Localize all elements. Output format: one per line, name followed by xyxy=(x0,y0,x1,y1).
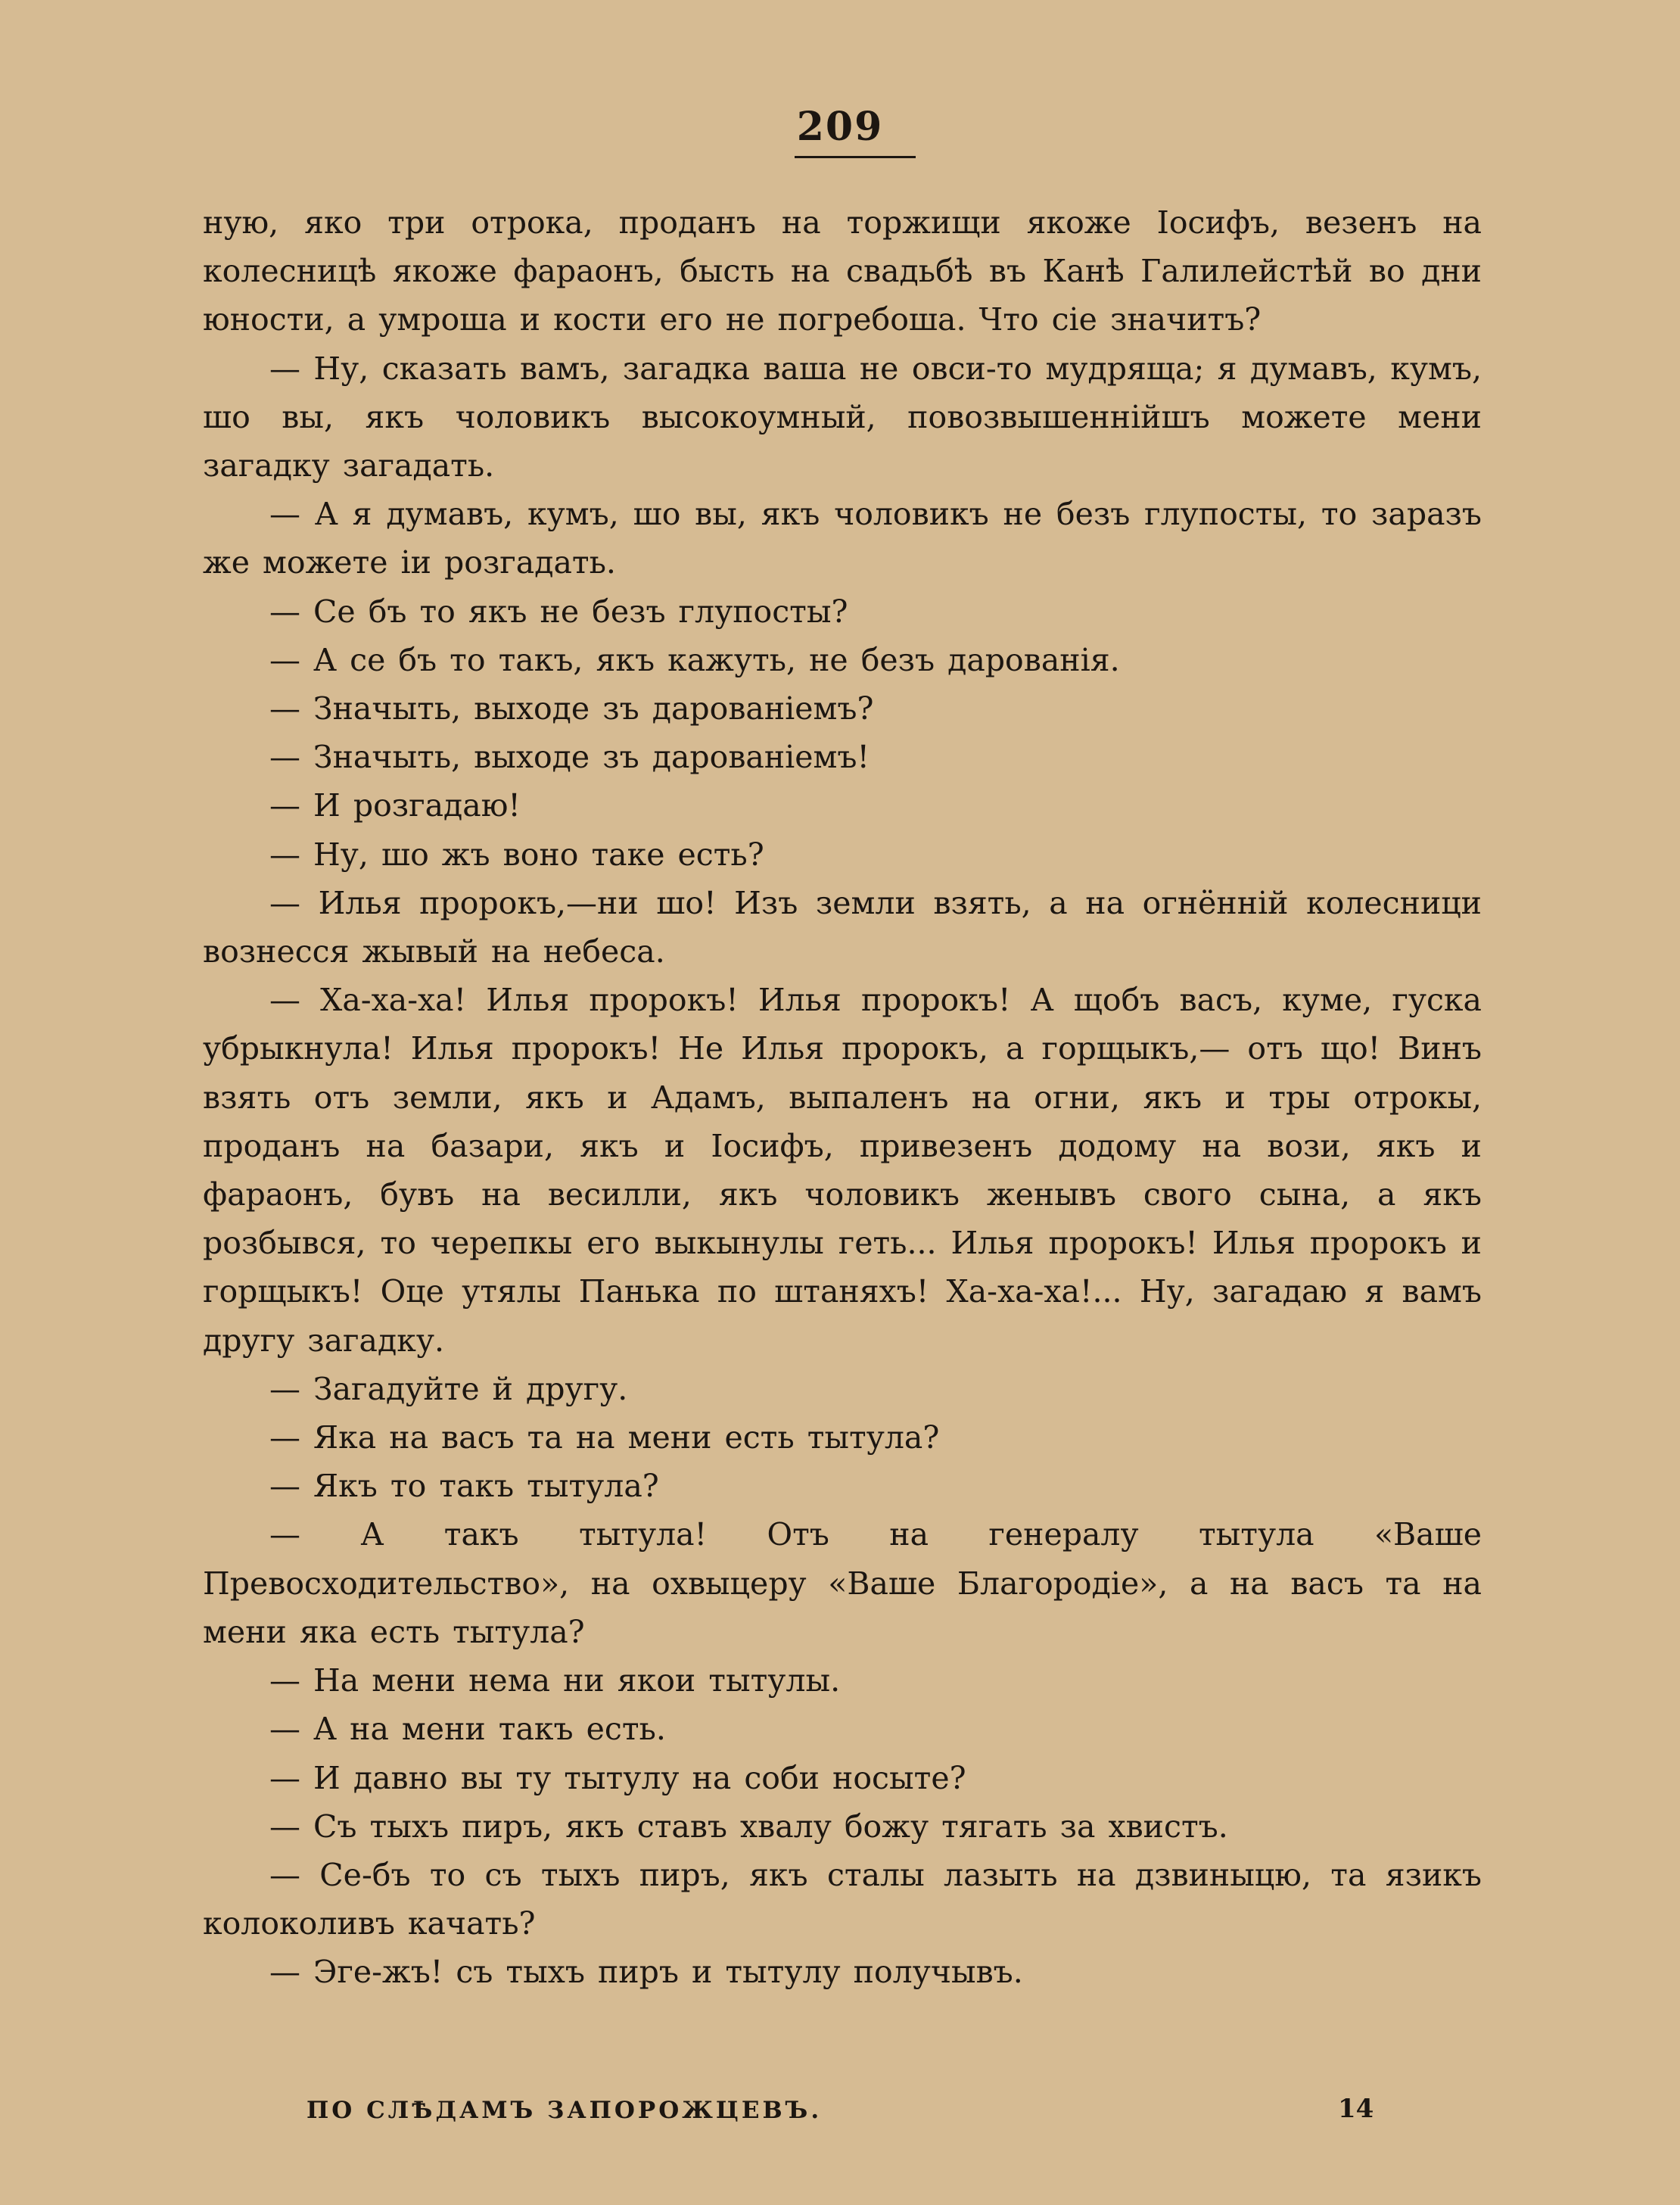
paragraph: ную, яко три отрока, проданъ на торжищи якоже Іосифъ, везенъ на колесницѣ якоже фараонъ, бысть на свадьбѣ въ Канѣ Галилейстѣй во дни юности, а умроша и кости его не погребоша. Что сіе значитъ? xyxy=(203,204,1482,338)
paragraph: — Значыть, выходе зъ дарованіемъ! xyxy=(269,739,870,776)
paragraph: — Загадуйте й другу. xyxy=(269,1370,628,1407)
paragraph: — Ха-ха-ха! Илья пророкъ! Илья пророкъ! А щобъ васъ, куме, гуска убрыкнула! Илья пророкъ! Не Илья пророкъ, а горщыкъ,— отъ що! Винъ взять отъ земли, якъ и Адамъ, выпаленъ на огни, якъ и тры отрокы, проданъ на базари, якъ и Іосифъ, привезенъ додому на вози, якъ и фараонъ, бувъ на весилли, якъ чоловикъ женывъ свого сына, а якъ розбывся, то черепкы его выкынулы геть... Илья пророкъ! Илья пророкъ и горщыкъ! Оце утялы Панька по штаняхъ! Ха-ха-ха!... Ну, загадаю я вамъ другу загадку. xyxy=(203,982,1482,1359)
paragraph: — Се-бъ то съ тыхъ пиръ, якъ сталы лазыть на дзвиныцю, та язикъ колоколивъ качать? xyxy=(203,1856,1482,1942)
paragraph: — Ну, сказать вамъ, загадка ваша не овси-то мудряща; я думавъ, кумъ, шо вы, якъ чоловикъ высокоумный, повозвышеннійшъ можете мени загадку загадать. xyxy=(203,350,1482,484)
paragraph: — Илья пророкъ,—ни шо! Изъ земли взять, а на огнённій колесници вознесся жывый на небеса. xyxy=(203,884,1482,970)
page-number: 209 xyxy=(796,104,884,150)
body-text xyxy=(203,198,1482,1997)
page-number-rule xyxy=(795,156,916,158)
paragraph: — Эге-жъ! съ тыхъ пиръ и тытулу получывъ. xyxy=(269,1954,1023,1991)
paragraph: — Значыть, выходе зъ дарованіемъ? xyxy=(269,690,874,727)
footer-signature-number: 14 xyxy=(1338,2094,1374,2124)
paragraph: — И давно вы ту тытулу на соби носыте? xyxy=(269,1759,966,1796)
paragraph: — На мени нема ни якои тытулы. xyxy=(269,1662,841,1699)
paragraph: — И розгадаю! xyxy=(269,787,521,824)
paragraph: — А се бъ то такъ, якъ кажуть, не безъ дарованія. xyxy=(269,641,1120,678)
paragraph: — Съ тыхъ пиръ, якъ ставъ хвалу божу тягать за хвистъ. xyxy=(269,1808,1228,1845)
paragraph: — Се бъ то якъ не безъ глупосты? xyxy=(269,593,848,630)
footer-signature: ПО СЛѢДАМЪ ЗАПОРОЖЦЕВЪ. xyxy=(306,2097,823,2124)
paragraph: — Яка на васъ та на мени есть тытула? xyxy=(269,1419,940,1456)
paragraph: — Ну, шо жъ воно таке есть? xyxy=(269,836,764,873)
paragraph: — Якъ то такъ тытула? xyxy=(269,1468,659,1505)
paragraph: — А я думавъ, кумъ, шо вы, якъ чоловикъ не безъ глупосты, то заразъ же можете іи розгадать. xyxy=(203,496,1482,581)
paragraph: — А на мени такъ есть. xyxy=(269,1711,666,1748)
paragraph: — А такъ тытула! Отъ на генералу тытула «Ваше Превосходительство», на охвыцеру «Ваше Благородіе», а на васъ та на мени яка есть тытула? xyxy=(203,1516,1482,1650)
